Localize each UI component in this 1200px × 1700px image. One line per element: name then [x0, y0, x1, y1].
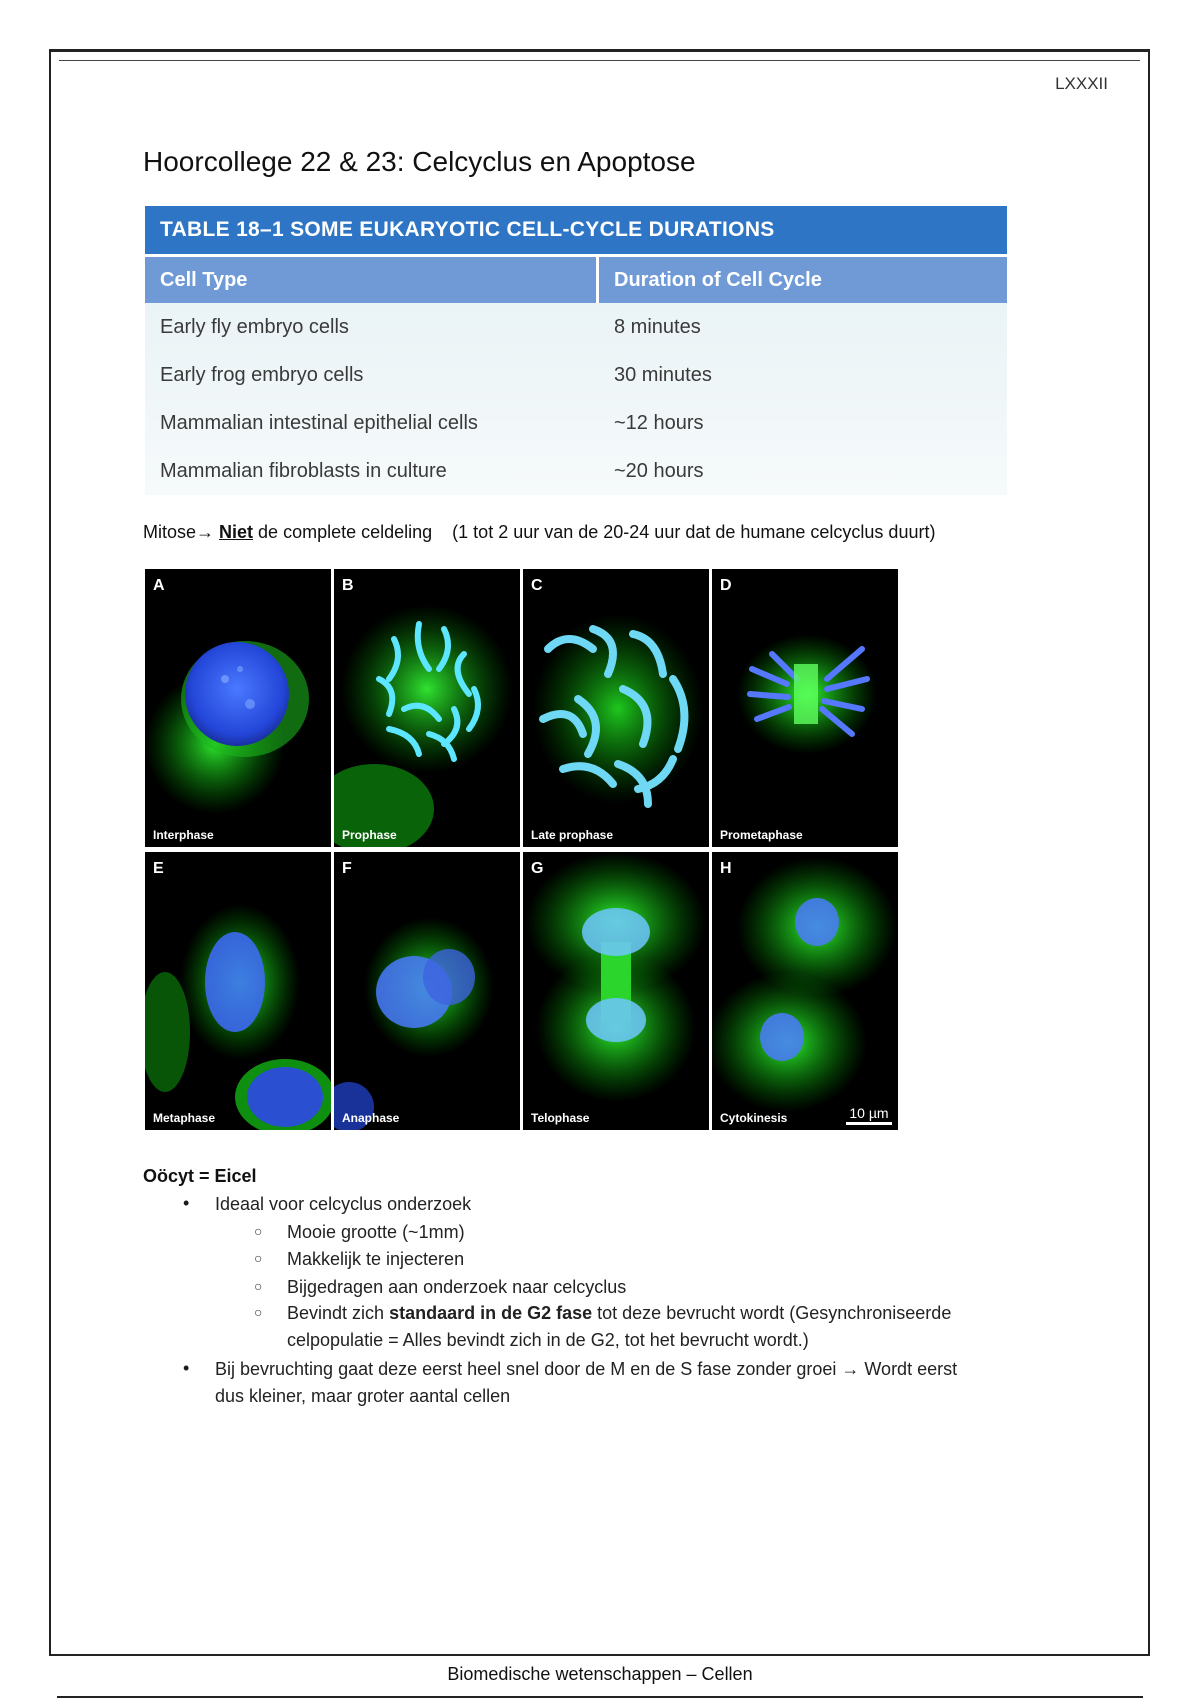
cytokinesis-image: [712, 852, 898, 1130]
scale-bar: [846, 1105, 892, 1125]
frame-top-rule: [59, 60, 1140, 61]
table-row: [145, 351, 1007, 399]
table-row: [145, 399, 1007, 447]
micrograph-metaphase: [145, 852, 331, 1130]
sub-bullet-icon: ○: [254, 1223, 263, 1239]
cell-type: Mammalian intestinal epithelial cells: [160, 412, 478, 434]
micrograph-telophase: [523, 852, 709, 1130]
oocyt-heading: Oöcyt = Eicel: [143, 1166, 257, 1186]
sub-bullet-icon: ○: [254, 1250, 263, 1266]
prophase-image: [334, 569, 520, 847]
sub-item-4: [287, 1301, 951, 1325]
micrograph-cytokinesis: [712, 852, 898, 1130]
page-title: Hoorcollege 22 & 23: Celcyclus en Apoptose: [143, 146, 696, 177]
mitose-rest: de complete celdeling: [253, 522, 433, 542]
mitose-prefix: Mitose→: [143, 522, 220, 542]
panel-letter: A: [153, 577, 165, 594]
anaphase-image: [334, 852, 520, 1130]
sub-item-2: Makkelijk te injecteren: [287, 1249, 465, 1269]
cell-type: Mammalian fibroblasts in culture: [160, 460, 447, 482]
mitosis-micrographs: [145, 569, 900, 1131]
panel-label: Prometaphase: [720, 828, 803, 842]
cell-duration: ~20 hours: [614, 460, 704, 482]
footer-rule: [57, 1696, 1143, 1698]
bullet-item-2-line1: Bij bevruchting gaat deze eerst heel snel door de M en de S fase zonder groei → Wordt eerst: [215, 1359, 958, 1379]
sub-bullet-icon: ○: [254, 1278, 263, 1294]
panel-letter: E: [153, 860, 164, 877]
bullet-item-1: Ideaal voor celcyclus onderzoek: [215, 1194, 472, 1214]
panel-label: Interphase: [153, 828, 214, 842]
scale-bar-label: 10 µm: [849, 1105, 889, 1121]
micrograph-interphase: [145, 569, 331, 847]
table-body: [145, 303, 1007, 495]
cell-duration: ~12 hours: [614, 412, 704, 434]
metaphase-image: [145, 852, 331, 1130]
page-number: LXXXII: [1055, 74, 1108, 93]
panel-letter: F: [342, 860, 352, 877]
page-footer: Biomedische wetenschappen – Cellen: [447, 1664, 753, 1684]
micrograph-prometaphase: [712, 569, 898, 847]
sub-item-3: Bijgedragen aan onderzoek naar celcyclus: [287, 1277, 627, 1297]
micrograph-anaphase: [334, 852, 520, 1130]
panel-label: Telophase: [531, 1111, 590, 1125]
sub-item-1: Mooie grootte (~1mm): [287, 1222, 465, 1242]
panel-label: Cytokinesis: [720, 1111, 788, 1125]
header-cell-type: Cell Type: [145, 257, 599, 303]
mitose-niet: Niet: [219, 522, 254, 542]
bullet-icon: •: [183, 1358, 190, 1378]
mitose-note: (1 tot 2 uur van de 20-24 uur dat de humane celcyclus duurt): [452, 522, 936, 542]
cell-type: Early fly embryo cells: [160, 316, 349, 338]
panel-label: Metaphase: [153, 1111, 216, 1125]
panel-label: Prophase: [342, 828, 397, 842]
panel-letter: G: [531, 860, 544, 877]
cell-duration: 8 minutes: [614, 316, 701, 338]
late-prophase-image: [523, 569, 709, 847]
interphase-image: [145, 569, 331, 847]
panel-label: Anaphase: [342, 1111, 400, 1125]
mitose-line: [143, 522, 935, 543]
table-caption: TABLE 18–1 SOME EUKARYOTIC CELL-CYCLE DURATIONS: [145, 206, 1007, 254]
panel-letter: D: [720, 577, 732, 594]
sub-item-4-post: tot deze bevrucht wordt (Gesynchroniseerde: [592, 1303, 952, 1323]
table-row: [145, 303, 1007, 351]
telophase-image: [523, 852, 709, 1130]
panel-letter: C: [531, 577, 543, 594]
sub-bullet-icon: ○: [254, 1304, 263, 1320]
panel-label: Late prophase: [531, 828, 614, 842]
table-row: [145, 447, 1007, 495]
table-header-row: [145, 257, 1007, 303]
prometaphase-image: [712, 569, 898, 847]
sub-item-4-line2: celpopulatie = Alles bevindt zich in de G2, tot het bevrucht wordt.): [287, 1330, 809, 1350]
sub-item-4-bold: standaard in de G2 fase: [389, 1303, 593, 1323]
panel-letter: B: [342, 577, 354, 594]
cell-duration: 30 minutes: [614, 364, 712, 386]
cell-type: Early frog embryo cells: [160, 364, 364, 386]
header-duration: Duration of Cell Cycle: [614, 269, 822, 291]
bullet-item-2-line2: dus kleiner, maar groter aantal cellen: [215, 1386, 511, 1406]
panel-letter: H: [720, 860, 732, 877]
cell-cycle-table: [145, 206, 1007, 495]
scale-bar-line: [846, 1122, 892, 1125]
bullet-icon: •: [183, 1193, 190, 1213]
sub-item-4-pre: Bevindt zich: [287, 1303, 390, 1323]
micrograph-late-prophase: [523, 569, 709, 847]
micrograph-prophase: [334, 569, 520, 847]
